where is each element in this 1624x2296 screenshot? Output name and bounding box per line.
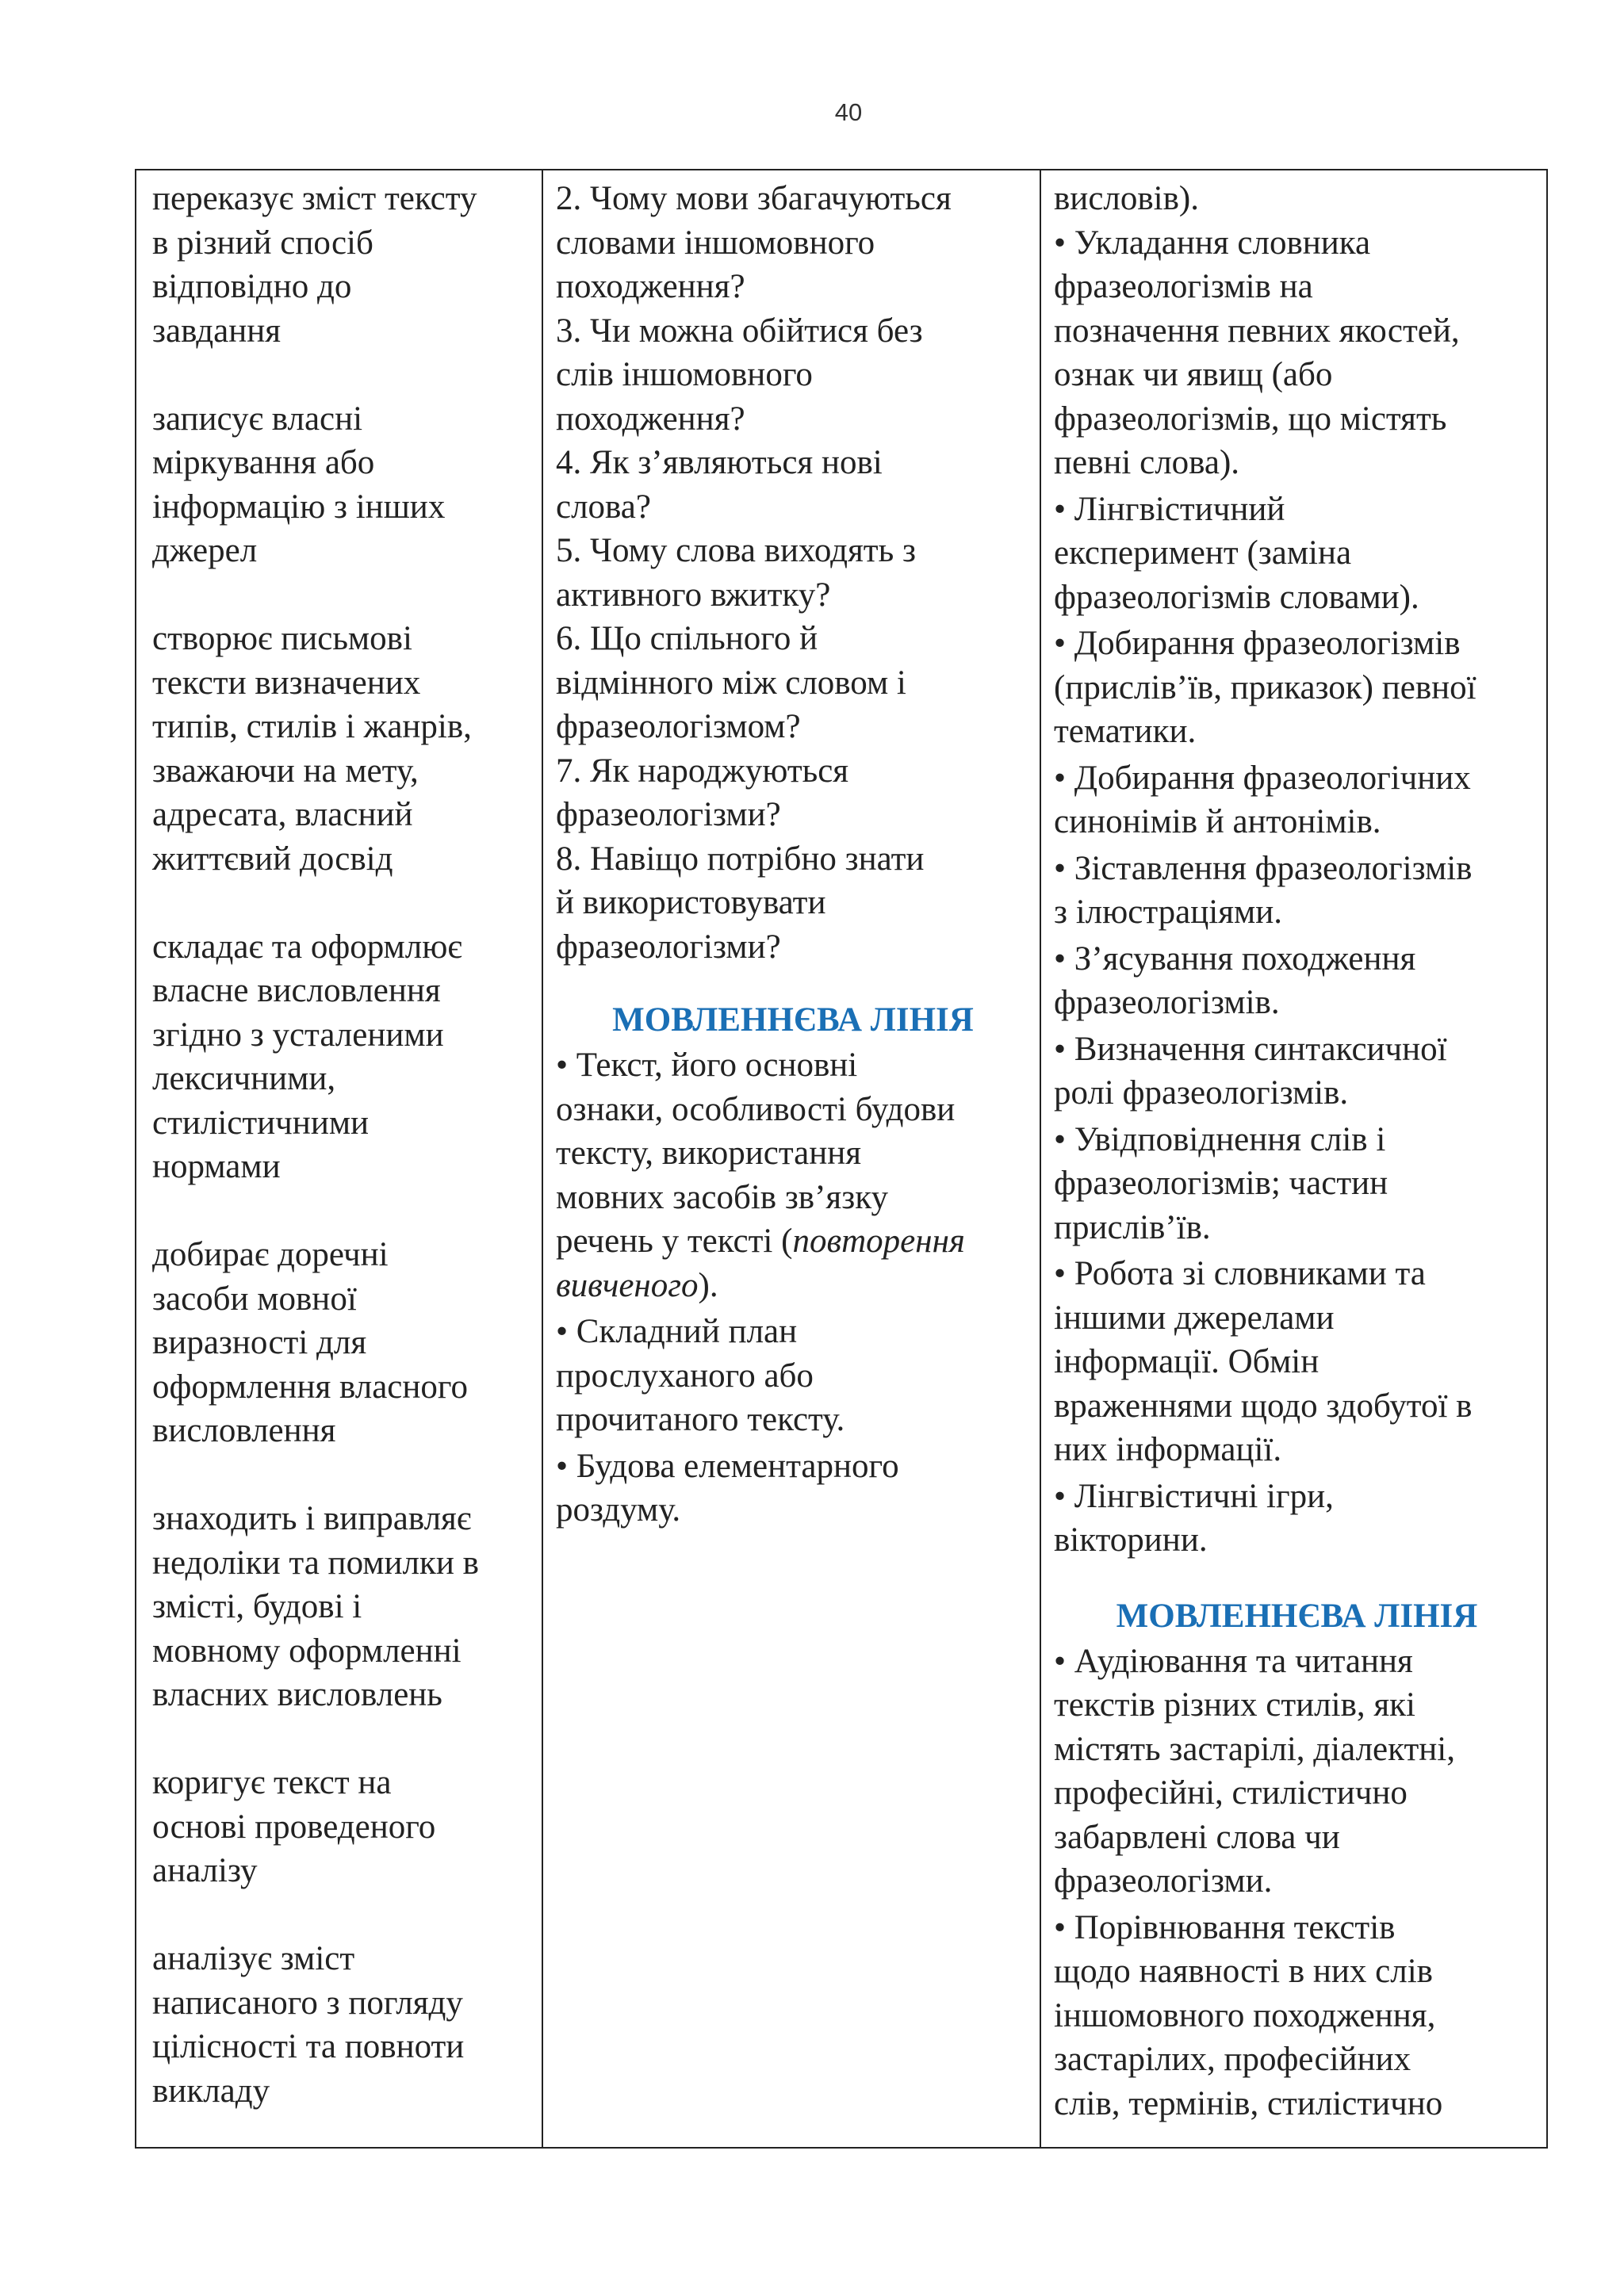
text-line: 3. Чи можна обійтися без: [556, 312, 923, 350]
outcome-paragraph: [152, 925, 530, 1189]
text-line: власних висловлень: [152, 1676, 442, 1713]
outcome-paragraph: [152, 1233, 530, 1453]
list-item: [1054, 1027, 1540, 1115]
text-line: 5. Чому слова виходять з: [556, 532, 916, 569]
list-item: [1054, 847, 1540, 935]
text-line: фразеологізмів словами).: [1054, 578, 1419, 616]
text-line: роздуму.: [556, 1491, 681, 1529]
text-line: згідно з усталеними: [152, 1016, 444, 1054]
text-line: іншими джерелами: [1054, 1299, 1335, 1337]
text-line: • Порівнювання текстів: [1054, 1908, 1396, 1946]
text-line: 6. Що спільного й: [556, 620, 818, 657]
text-line: змісті, будові і: [152, 1588, 362, 1625]
text-line: записує власні: [152, 400, 363, 438]
text-line: типів, стилів і жанрів,: [152, 708, 472, 745]
spacer: [152, 881, 530, 925]
text-line: експеримент (заміна: [1054, 534, 1352, 572]
outcome-paragraph: [152, 1937, 530, 2113]
questions-list: [556, 177, 1030, 969]
list-item: [1054, 622, 1540, 754]
text-line: забарвлені слова чи: [1054, 1818, 1340, 1856]
text-line: недоліки та помилки в: [152, 1544, 479, 1582]
text-line: й використовувати: [556, 884, 826, 921]
text-line: • Увідповіднення слів і: [1054, 1120, 1386, 1158]
text-line: стилістичними: [152, 1104, 370, 1142]
text-line: аналізує зміст: [152, 1940, 355, 1977]
text-line: тематики.: [1054, 713, 1197, 750]
spacer: [152, 1189, 530, 1234]
text-line: завдання: [152, 312, 282, 350]
text-line: створює письмові: [152, 620, 412, 657]
text-line: [556, 1219, 1030, 1264]
text-line: мовному оформленні: [152, 1632, 462, 1670]
text-line: відповідно до: [152, 268, 352, 305]
intro-text: [1054, 177, 1540, 221]
text-line: словами іншомовного: [556, 224, 875, 262]
list-item: [1054, 1118, 1540, 1250]
text-line: ознак чи явищ (або: [1054, 356, 1333, 393]
spacer: [152, 1893, 530, 1938]
text-line: 4. Як з’являються нові: [556, 444, 883, 481]
text-line: певні слова).: [1054, 444, 1240, 481]
text-line: фразеологізмів.: [1054, 984, 1280, 1021]
text-line: знаходить і виправляє: [152, 1500, 472, 1537]
text-line: виразності для: [152, 1324, 367, 1361]
text-line: • Текст, його основні: [556, 1047, 858, 1084]
text-line: коригує текст на: [152, 1764, 392, 1801]
curriculum-table: [135, 169, 1548, 2149]
spacer: [152, 1453, 530, 1498]
bullet-list: [556, 1310, 1030, 1533]
speech-activities-list: [1054, 1640, 1540, 2126]
text-line: зважаючи на мету,: [152, 752, 419, 790]
text-line: професійні, стилістично: [1054, 1774, 1408, 1812]
outcome-paragraph: [152, 1497, 530, 1717]
text-line: інформацію з інших: [152, 488, 446, 526]
text-line: тексту, використання: [556, 1135, 862, 1172]
text-line: фразеологізмів; частин: [1054, 1165, 1388, 1202]
text-line: застарілих, професійних: [1054, 2041, 1411, 2078]
text-line: активного вжитку?: [556, 576, 831, 614]
text-line: висловів).: [1054, 180, 1199, 217]
spacer: [152, 353, 530, 397]
list-item: [1054, 488, 1540, 620]
text-line: позначення певних якостей,: [1054, 312, 1460, 350]
text-line: іншомовного походження,: [1054, 1996, 1436, 2034]
activities-list: [1054, 221, 1540, 1563]
text-line: складає та оформлює: [152, 928, 462, 966]
page-number: 40: [834, 98, 863, 126]
text-line: • Лінгвістичний: [1054, 490, 1285, 528]
outcome-paragraph: [152, 397, 530, 573]
list-item: [1054, 1906, 1540, 2126]
text-line: • Зіставлення фразеологізмів: [1054, 849, 1473, 887]
text-line: них інформації.: [1054, 1431, 1282, 1468]
list-item: [1054, 937, 1540, 1025]
text-line: прослуханого або: [556, 1357, 814, 1395]
text-line: аналізу: [152, 1852, 258, 1889]
text-line: власне висловлення: [152, 972, 441, 1009]
text-line: • Робота зі словниками та: [1054, 1255, 1426, 1292]
text-line: • Лінгвістичні ігри,: [1054, 1477, 1334, 1515]
text-line: оформлення власного: [152, 1368, 468, 1406]
outcome-paragraph: [152, 617, 530, 881]
text-line: засоби мовної: [152, 1280, 357, 1318]
text-segment: речень у тексті (: [556, 1223, 793, 1260]
outcome-paragraph: [152, 177, 530, 353]
spacer: [152, 1717, 530, 1762]
list-item: [1054, 1252, 1540, 1472]
text-line: текстів різних стилів, які: [1054, 1686, 1415, 1724]
text-line: (прислів’їв, приказок) певної: [1054, 668, 1477, 706]
text-line: переказує зміст тексту: [152, 180, 477, 217]
text-line: • З’ясування походження: [1054, 939, 1416, 978]
text-line: щодо наявності в них слів: [1054, 1953, 1433, 1990]
text-line: слів іншомовного: [556, 356, 813, 393]
text-line: фразеологізмів, що містять: [1054, 400, 1447, 438]
text-line: написаного з погляду: [152, 1984, 463, 2022]
outcomes-column: [136, 170, 543, 2147]
text-line: слів, термінів, стилістично: [1054, 2084, 1443, 2122]
text-line: відмінного між словом і: [556, 664, 906, 702]
text-line: основі проведеного: [152, 1808, 436, 1846]
text-line: • Визначення синтаксичної: [1054, 1030, 1447, 1068]
text-line: тексти визначених: [152, 664, 421, 702]
section-heading-speech-line: МОВЛЕННЄВА ЛІНІЯ: [1116, 1597, 1478, 1635]
text-line: синонімів й антонімів.: [1054, 803, 1381, 840]
list-item: [1054, 756, 1540, 844]
text-line: слова?: [556, 488, 651, 526]
text-line: лексичними,: [152, 1060, 336, 1097]
text-segment: ).: [698, 1266, 718, 1304]
text-line: • Укладання словника: [1054, 224, 1371, 262]
text-line: фразеологізми.: [1054, 1862, 1273, 1900]
text-line: цілісності та повноти: [152, 2028, 465, 2065]
text-line: • Добирання фразеологічних: [1054, 759, 1471, 797]
text-line: ознаки, особливості будови: [556, 1090, 956, 1128]
list-item: [1054, 1640, 1540, 1904]
text-line: фразеологізмом?: [556, 708, 801, 745]
text-line: адресата, власний: [152, 796, 413, 833]
text-line: 2. Чому мови збагачуються: [556, 180, 952, 217]
text-line: добирає доречні: [152, 1236, 389, 1273]
list-item: [1054, 221, 1540, 485]
text-line: • Добирання фразеологізмів: [1054, 625, 1461, 662]
list-item: [556, 1043, 1030, 1307]
text-line: в різний спосіб: [152, 224, 373, 262]
text-line: прочитаного тексту.: [556, 1401, 845, 1438]
section-heading-speech-line: МОВЛЕННЄВА ЛІНІЯ: [612, 1001, 974, 1039]
text-line: вікторини.: [1054, 1521, 1208, 1559]
text-line: нормами: [152, 1148, 281, 1185]
text-line: інформації. Обмін: [1054, 1343, 1320, 1380]
text-line: походження?: [556, 268, 745, 305]
content-column: [543, 170, 1041, 2147]
text-line: містять застарілі, діалектні,: [1054, 1730, 1455, 1768]
text-line: фразеологізми?: [556, 928, 781, 966]
text-line: враженнями щодо здобутої в: [1054, 1387, 1473, 1425]
list-item: [1054, 1475, 1540, 1563]
text-line: • Аудіювання та читання: [1054, 1642, 1413, 1680]
text-line: міркування або: [152, 444, 375, 481]
list-item: [556, 1445, 1030, 1533]
text-line: [556, 1264, 1030, 1308]
text-line: • Складний план: [556, 1313, 798, 1350]
text-line: мовних засобів зв’язку: [556, 1178, 888, 1216]
spacer: [556, 969, 1030, 997]
text-line: походження?: [556, 400, 745, 438]
text-line: фразеологізми?: [556, 796, 781, 833]
outcome-paragraph: [152, 1761, 530, 1893]
text-line: фразеологізмів на: [1054, 268, 1313, 305]
spacer: [152, 573, 530, 618]
text-line: життєвий досвід: [152, 840, 393, 878]
italic-text: повторення: [792, 1223, 965, 1260]
text-line: 7. Як народжуються: [556, 752, 849, 790]
spacer: [1054, 1565, 1540, 1594]
text-line: 8. Навіщо потрібно знати: [556, 840, 925, 878]
text-line: • Будова елементарного: [556, 1447, 899, 1485]
text-line: ролі фразеологізмів.: [1054, 1074, 1349, 1112]
text-line: викладу: [152, 2072, 270, 2110]
italic-text: вивченого: [556, 1266, 699, 1304]
list-item: [556, 1310, 1030, 1442]
text-line: джерел: [152, 532, 258, 569]
activities-column: [1041, 170, 1546, 2147]
text-line: висловлення: [152, 1412, 336, 1449]
text-line: прислів’їв.: [1054, 1208, 1211, 1246]
text-line: з ілюстраціями.: [1054, 894, 1282, 931]
